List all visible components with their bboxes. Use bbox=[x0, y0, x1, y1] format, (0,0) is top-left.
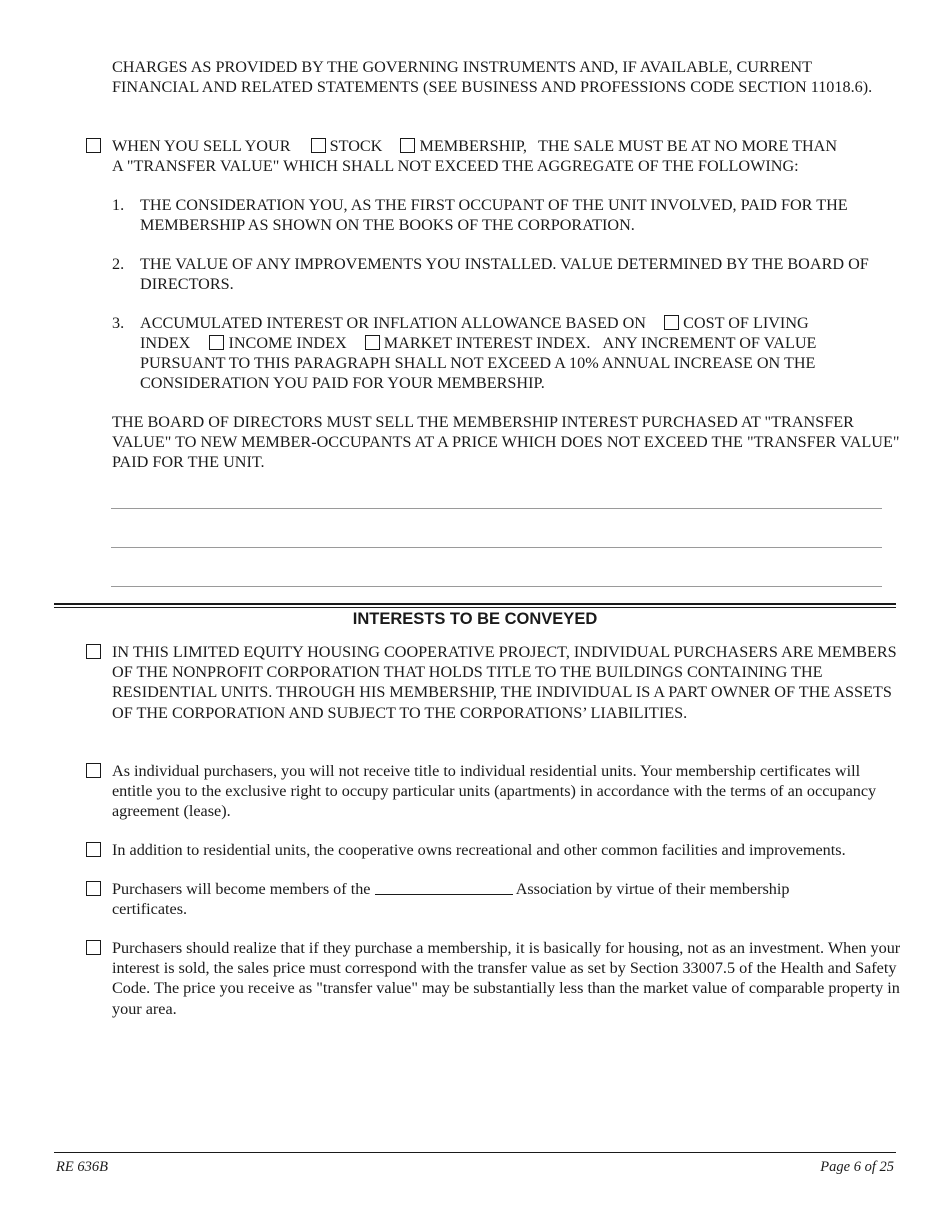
sell-checkbox[interactable] bbox=[86, 138, 101, 153]
fill-in-line-2[interactable] bbox=[111, 547, 882, 548]
income-index-checkbox[interactable] bbox=[209, 335, 224, 350]
association-name-blank[interactable] bbox=[375, 880, 513, 895]
footer-rule bbox=[54, 1152, 896, 1153]
item-3-line4: CONSIDERATION YOU PAID FOR YOUR MEMBERSHIP. bbox=[140, 374, 545, 392]
section-heading: INTERESTS TO BE CONVEYED bbox=[352, 610, 598, 628]
sell-item bbox=[112, 136, 912, 156]
intro-paragraph: CHARGES AS PROVIDED BY THE GOVERNING INSTRUMENTS AND, IF AVAILABLE, CURRENT FINANCIAL AND RELATED STATEMENTS (SEE BUSINESS AND PROFESSIONS CODE SECTION 11018.6). bbox=[112, 58, 873, 97]
interest-2-checkbox[interactable] bbox=[86, 763, 101, 778]
fill-in-line-1[interactable] bbox=[111, 508, 882, 509]
interest-5-text: Purchasers should realize that if they purchase a membership, it is basically for housing, not as an investment. When your interest is sold, the sales price must correspond with the transfer value as set by Section 33007.5 of the Health and Safety Code. The price you receive as "transfer value" may be substantially less than the market value of comparable property in your area. bbox=[112, 939, 901, 1018]
market-interest-checkbox[interactable] bbox=[365, 335, 380, 350]
item-1-text: THE CONSIDERATION YOU, AS THE FIRST OCCUPANT OF THE UNIT INVOLVED, PAID FOR THE MEMBERSHIP AS SHOWN ON THE BOOKS OF THE CORPORATION. bbox=[140, 196, 848, 235]
interest-3-text: In addition to residential units, the cooperative owns recreational and other common facilities and improvements. bbox=[112, 841, 846, 859]
item-3-number: 3. bbox=[112, 314, 125, 332]
sell-line2: A "TRANSFER VALUE" WHICH SHALL NOT EXCEED THE AGGREGATE OF THE FOLLOWING: bbox=[112, 157, 799, 175]
interest-1-checkbox[interactable] bbox=[86, 644, 101, 659]
item-1-number: 1. bbox=[112, 196, 125, 214]
sell-prefix: WHEN YOU SELL YOUR bbox=[112, 137, 291, 155]
item-3-line2 bbox=[140, 333, 910, 353]
interest-4-after: Association by virtue of their membership bbox=[515, 880, 790, 898]
board-paragraph: THE BOARD OF DIRECTORS MUST SELL THE MEMBERSHIP INTEREST PURCHASED AT "TRANSFER VALUE" TO NEW MEMBER-OCCUPANTS AT A PRICE WHICH DOES NOT EXCEED THE "TRANSFER VALUE" PAID FOR THE UNIT. bbox=[112, 413, 900, 472]
interest-4-line1 bbox=[112, 879, 902, 899]
cost-of-living-checkbox[interactable] bbox=[664, 315, 679, 330]
interest-2-text: As individual purchasers, you will not receive title to individual residential units. Your membership certificates will entitle you to the exclusive right to occupy particular units (apartments) in accordance with the terms of an occupancy agreement (lease). bbox=[112, 762, 877, 821]
interest-4-checkbox[interactable] bbox=[86, 881, 101, 896]
item-3-line1-text: ACCUMULATED INTEREST OR INFLATION ALLOWANCE BASED ON bbox=[140, 314, 646, 332]
interest-3-checkbox[interactable] bbox=[86, 842, 101, 857]
page-number: Page 6 of 25 bbox=[820, 1159, 894, 1175]
interest-4-before: Purchasers will become members of the bbox=[112, 880, 371, 898]
sell-line1-rest: THE SALE MUST BE AT NO MORE THAN bbox=[538, 137, 838, 155]
item-2-text: THE VALUE OF ANY IMPROVEMENTS YOU INSTALLED. VALUE DETERMINED BY THE BOARD OF DIRECTORS. bbox=[140, 255, 869, 294]
stock-label: STOCK bbox=[329, 137, 383, 155]
item-3-line2-rest: ANY INCREMENT OF VALUE bbox=[602, 334, 817, 352]
form-id: RE 636B bbox=[56, 1159, 108, 1175]
fill-in-line-3[interactable] bbox=[111, 586, 882, 587]
item-2-number: 2. bbox=[112, 255, 125, 273]
interest-1-text: IN THIS LIMITED EQUITY HOUSING COOPERATIVE PROJECT, INDIVIDUAL PURCHASERS ARE MEMBERS OF THE NONPROFIT CORPORATION THAT HOLDS TITLE TO THE BUILDINGS CONTAINING THE RESIDENTIAL UNITS. THROUGH HIS MEMBERSHIP, THE INDIVIDUAL IS A PART OWNER OF THE ASSETS OF THE CORPORATION AND SUBJECT TO THE CORPORATIONS’ LIABILITIES. bbox=[112, 643, 897, 722]
item-3-line3: PURSUANT TO THIS PARAGRAPH SHALL NOT EXCEED A 10% ANNUAL INCREASE ON THE bbox=[140, 354, 816, 372]
market-interest-label: MARKET INTEREST INDEX. bbox=[383, 334, 591, 352]
membership-checkbox[interactable] bbox=[400, 138, 415, 153]
membership-label: MEMBERSHIP, bbox=[419, 137, 527, 155]
section-divider-top bbox=[54, 603, 896, 605]
stock-checkbox[interactable] bbox=[311, 138, 326, 153]
cost-of-living-label: COST OF LIVING bbox=[683, 314, 809, 332]
section-divider-bottom bbox=[54, 607, 896, 608]
interest-4-line2: certificates. bbox=[112, 900, 188, 918]
item-3-line1 bbox=[140, 313, 910, 333]
interest-5-checkbox[interactable] bbox=[86, 940, 101, 955]
income-index-label: INCOME INDEX bbox=[228, 334, 347, 352]
index-word: INDEX bbox=[140, 334, 191, 352]
